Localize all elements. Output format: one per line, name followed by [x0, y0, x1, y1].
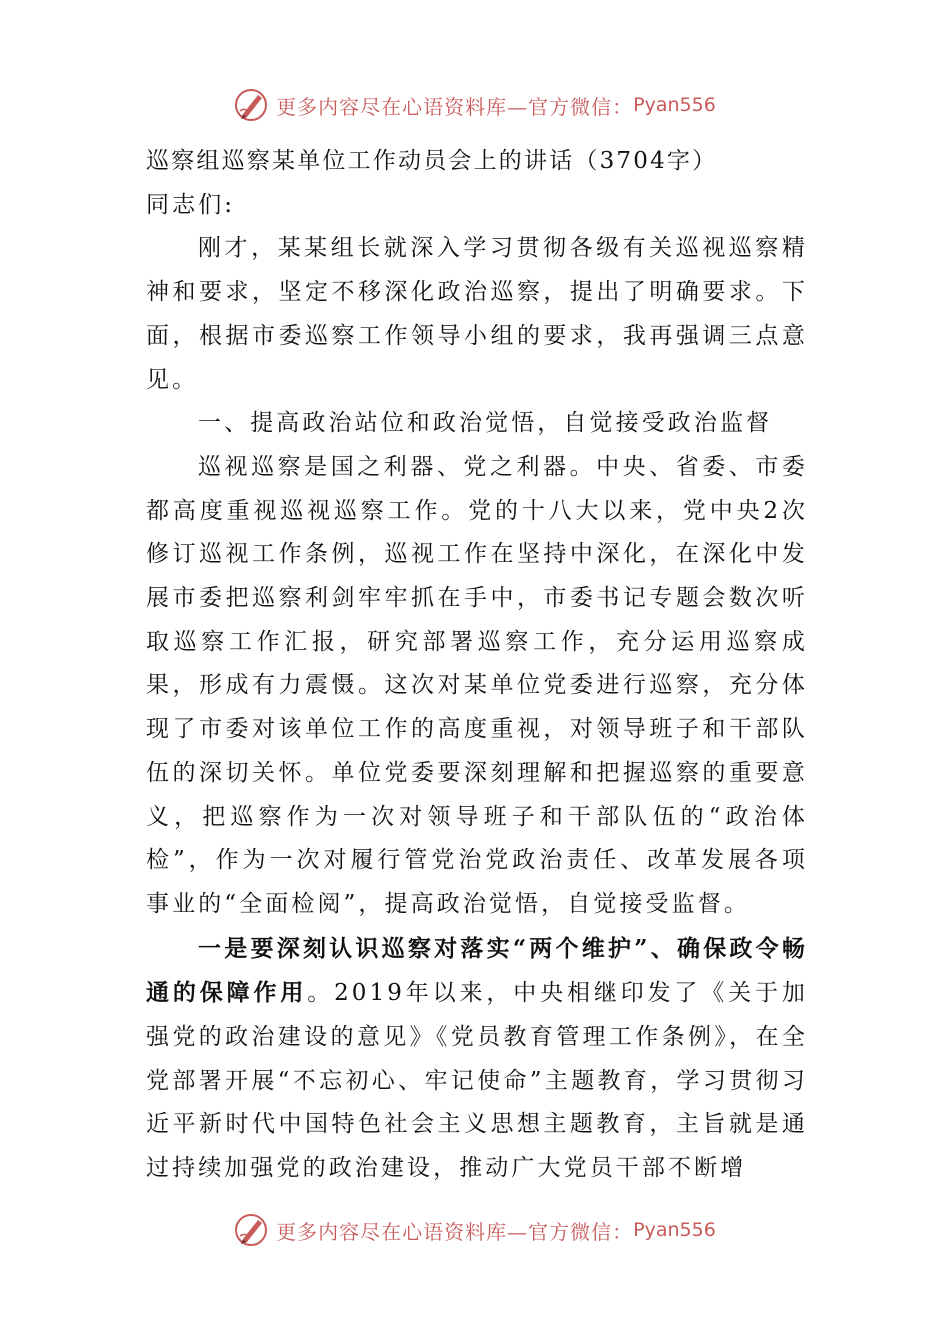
paragraph-point-one [146, 927, 808, 1191]
paragraph-intro: 刚才，某某组长就深入学习贯彻各级有关巡视巡察精神和要求，坚定不移深化政治巡察，提出了明确要求。下面，根据市委巡察工作领导小组的要求，我再强调三点意见。 [146, 235, 808, 393]
pen-logo-icon [234, 1212, 270, 1248]
document-body [146, 140, 808, 1191]
document-title: 巡察组巡察某单位工作动员会上的讲话（3704字） [146, 148, 718, 174]
paragraph-inspection-importance: 巡视巡察是国之利器、党之利器。中央、省委、市委都高度重视巡视巡察工作。党的十八大以来，党中央2次修订巡视工作条例，巡视工作在坚持中深化，在深化中发展市委把巡察利剑牢牢抓在手中，市委书记专题会数次听取巡察工作汇报，研究部署巡察工作，充分运用巡察成果，形成有力震慑。这次对某单位党委进行巡察，充分体现了市委对该单位工作的高度重视，对领导班子和干部队伍的深切关怀。单位党委要深刻理解和把握巡察的重要意义，把巡察作为一次对领导班子和干部队伍的“政治体检”，作为一次对履行管党治党政治责任、改革发展各项事业的“全面检阅”，提高政治觉悟，自觉接受监督。 [146, 453, 808, 917]
point-one-bold-lead: 一是要深刻认识巡察对落实“两个维护”、确保政令畅通的保障作用 [146, 934, 808, 1007]
footer-watermark-text: 更多内容尽在心语资料库—官方微信： [276, 1219, 634, 1244]
header-watermark-banner [0, 80, 950, 130]
header-watermark-text: 更多内容尽在心语资料库—官方微信： [276, 94, 634, 119]
pen-logo-icon [234, 87, 270, 123]
point-one-body: 。2019年以来，中央相继印发了《关于加强党的政治建设的意见》《党员教育管理工作条例》，在全党部署开展“不忘初心、牢记使命”主题教育，学习贯彻习近平新时代中国特色社会主义思想主题教育，主旨就是通过持续加强党的政治建设，推动广大党员干部不断增 [146, 980, 808, 1182]
salutation: 同志们: [146, 191, 236, 218]
footer-watermark-banner [0, 1205, 950, 1255]
header-wechat-id: Pyan556 [633, 94, 716, 116]
section-heading-1: 一、提高政治站位和政治觉悟，自觉接受政治监督 [198, 410, 773, 437]
footer-wechat-id: Pyan556 [633, 1219, 716, 1241]
